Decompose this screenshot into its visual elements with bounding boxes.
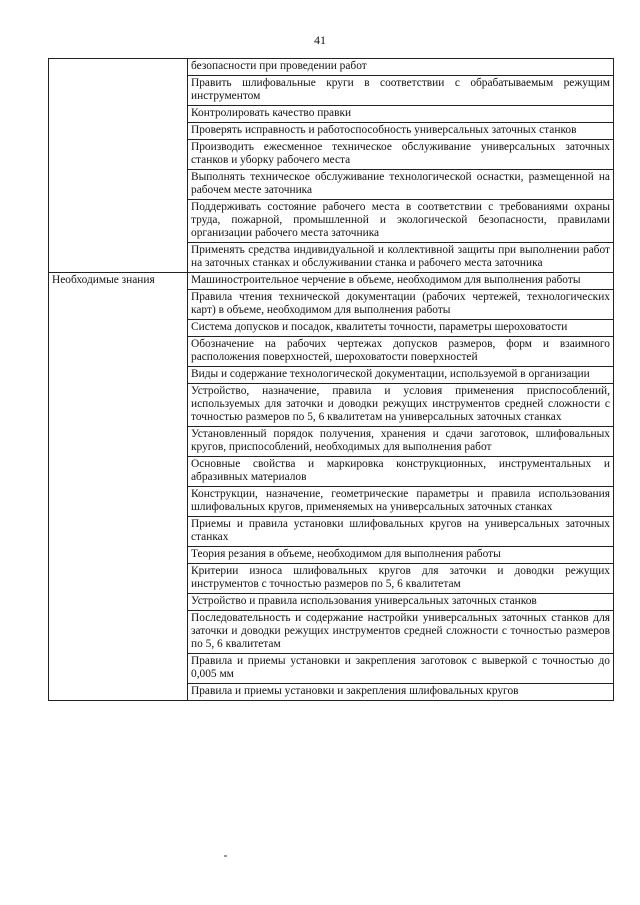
skill-cell: Править шлифовальные круги в соответствии с обрабатываемым режущим инструментом [188, 76, 614, 106]
knowledge-cell: Машиностроительное черчение в объеме, необходимом для выполнения работы [188, 273, 614, 290]
knowledge-cell: Конструкции, назначение, геометрические параметры и правила использования шлифовальных кругов, применяемых на универсальных заточных станках [188, 487, 614, 517]
requirements-table [48, 58, 614, 701]
knowledge-cell: Правила чтения технической документации (рабочих чертежей, технологических карт) в объеме, необходимом для выполнения работы [188, 290, 614, 320]
knowledge-cell: Критерии износа шлифовальных кругов для заточки и доводки режущих инструментов с точностью размеров по 5, 6 квалитетам [188, 564, 614, 594]
knowledge-cell: Правила и приемы установки и закрепления заготовок с выверкой с точностью до 0,005 мм [188, 654, 614, 684]
skill-cell: Выполнять техническое обслуживание технологической оснастки, размещенной на рабочем месте заточника [188, 170, 614, 200]
knowledge-cell: Установленный порядок получения, хранения и сдачи заготовок, шлифовальных кругов, приспособлений, необходимых для выполнения работ [188, 427, 614, 457]
skill-cell: Производить ежесменное техническое обслуживание универсальных заточных станков и уборку рабочего места [188, 140, 614, 170]
knowledge-cell: Система допусков и посадок, квалитеты точности, параметры шероховатости [188, 320, 614, 337]
knowledge-cell: Правила и приемы установки и закрепления шлифовальных кругов [188, 684, 614, 701]
table-row [49, 273, 614, 290]
skills-label-cell [49, 59, 188, 273]
skill-cell: Применять средства индивидуальной и коллективной защиты при выполнении работ на заточных станках и обслуживании станка и рабочего места заточника [188, 243, 614, 273]
skill-cell: Проверять исправность и работоспособность универсальных заточных станков [188, 123, 614, 140]
knowledge-cell: Приемы и правила установки шлифовальных кругов на универсальных заточных станках [188, 517, 614, 547]
knowledge-cell: Последовательность и содержание настройки универсальных заточных станков для заточки и доводки режущих инструментов средней сложности с точностью размеров по 5, 6 квалитетам [188, 611, 614, 654]
knowledge-cell: Основные свойства и маркировка конструкционных, инструментальных и абразивных материалов [188, 457, 614, 487]
knowledge-label-cell: Необходимые знания [49, 273, 188, 701]
knowledge-cell: Устройство и правила использования универсальных заточных станков [188, 594, 614, 611]
skill-cell: Контролировать качество правки [188, 106, 614, 123]
skill-cell: безопасности при проведении работ [188, 59, 614, 76]
knowledge-cell: Устройство, назначение, правила и условия применения приспособлений, используемых для заточки и доводки режущих инструментов средней сложности с точностью размеров по 5, 6 квалитетам на универсальных заточных станках [188, 384, 614, 427]
table-body [49, 59, 614, 701]
knowledge-cell: Виды и содержание технологической документации, используемой в организации [188, 367, 614, 384]
scan-speck [224, 855, 227, 857]
knowledge-cell: Обозначение на рабочих чертежах допусков размеров, форм и взаимного расположения поверхностей, шероховатости поверхностей [188, 337, 614, 367]
skill-cell: Поддерживать состояние рабочего места в соответствии с требованиями охраны труда, пожарной, промышленной и экологической безопасности, правилами организации рабочего места заточника [188, 200, 614, 243]
page-number: 41 [314, 33, 326, 47]
table-row [49, 59, 614, 76]
knowledge-cell: Теория резания в объеме, необходимом для выполнения работы [188, 547, 614, 564]
